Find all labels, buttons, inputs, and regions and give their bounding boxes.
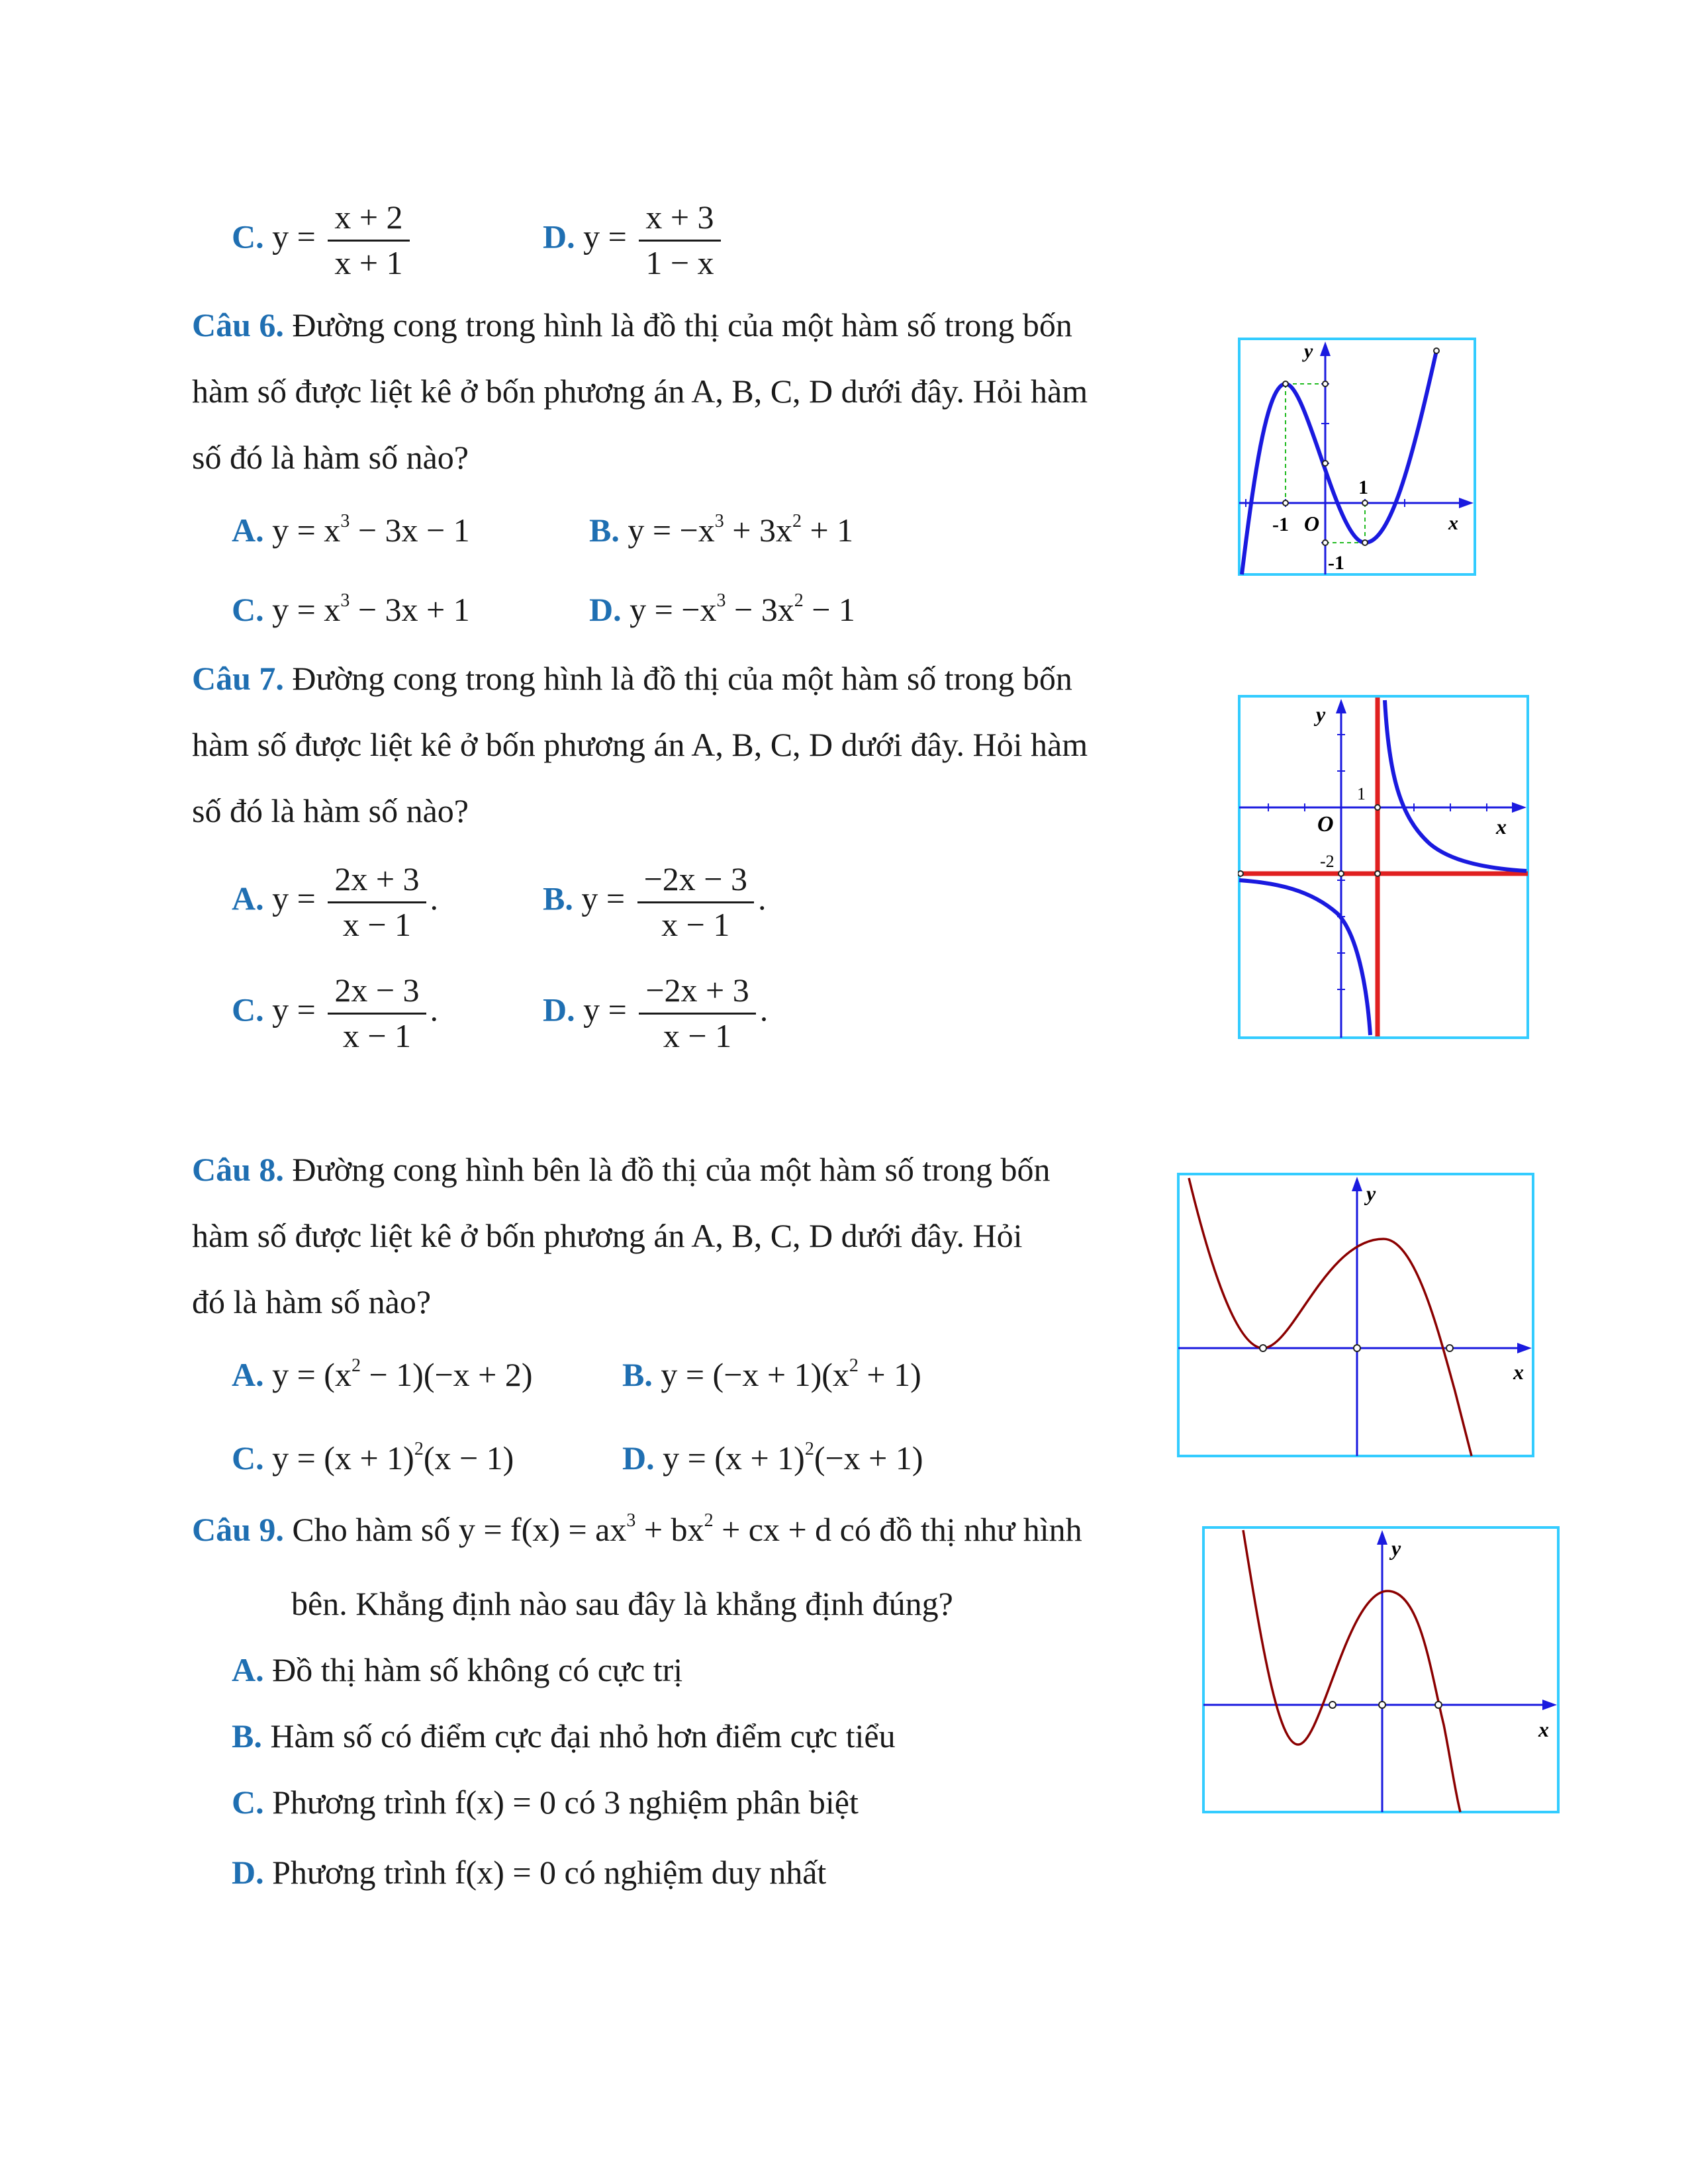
option-label: A.	[232, 512, 264, 549]
tick-label-1: 1	[1358, 477, 1368, 498]
q9-option-c	[232, 1783, 859, 1821]
x-axis-arrow-icon	[1459, 498, 1474, 508]
period: .	[430, 991, 439, 1028]
option-lhs: y =	[583, 991, 627, 1028]
q6-graph	[1238, 338, 1476, 576]
option-label: B.	[622, 1356, 653, 1393]
exponent: 2	[704, 1510, 714, 1531]
exponent: 3	[626, 1510, 636, 1531]
option-label: D.	[622, 1439, 655, 1477]
option-expr-rest: − 3x + 1	[350, 591, 470, 628]
x-axis-label: x	[1538, 1717, 1549, 1741]
option-expr-rest: (−x + 1)	[814, 1439, 923, 1477]
option-lhs: y =	[272, 218, 316, 255]
option-expr-mid: + 3x	[724, 512, 792, 549]
q8-stem-line-1	[192, 1150, 1050, 1189]
option-expr-rest: − 3x − 1	[350, 512, 470, 549]
q7-stem-line-1	[192, 659, 1072, 698]
option-label: C.	[232, 218, 264, 255]
fraction	[328, 199, 409, 282]
q8-option-c	[232, 1439, 514, 1477]
option-expr: y = −x	[628, 512, 715, 549]
fraction	[637, 860, 754, 944]
numerator: −2x − 3	[637, 860, 754, 903]
q6-option-d	[589, 590, 855, 629]
numerator: 2x − 3	[328, 972, 426, 1015]
option-text: Phương trình f(x) = 0 có nghiệm duy nhất	[263, 1854, 827, 1891]
denominator: x − 1	[663, 1017, 732, 1054]
hyperbola-left-branch	[1239, 880, 1370, 1035]
option-label: A.	[232, 1356, 264, 1393]
option-expr: y = x	[272, 512, 341, 549]
origin-label: O	[1304, 512, 1320, 535]
option-expr: y = (x	[263, 1356, 352, 1393]
exponent: 3	[714, 511, 724, 531]
option-expr: y = (x + 1)	[654, 1439, 805, 1477]
option-text: Đồ thị hàm số không có cực trị	[263, 1651, 683, 1688]
exponent: 3	[340, 511, 350, 531]
q8-stem-line-2: hàm số được liệt kê ở bốn phương án A, B, C, D dưới đây. Hỏi	[192, 1217, 1023, 1254]
q8-stem-line-3: đó là hàm số nào?	[192, 1283, 432, 1320]
option-expr-rest: − 1	[803, 591, 855, 628]
numerator: x + 2	[328, 199, 409, 242]
option-expr: y = x	[272, 591, 341, 628]
exponent: 2	[351, 1355, 361, 1376]
option-label: C.	[232, 1439, 264, 1477]
tick-label-y-minus-1: -1	[1328, 552, 1344, 574]
fraction	[639, 199, 720, 282]
option-label: C.	[232, 991, 264, 1028]
option-expr-rest: (x − 1)	[423, 1439, 514, 1477]
option-expr: y = (−x + 1)(x	[652, 1356, 849, 1393]
question-text: Đường cong trong hình là đồ thị của một hàm số trong bốn	[283, 306, 1072, 343]
tick-label-minus-1: -1	[1272, 514, 1289, 535]
option-label: D.	[589, 591, 622, 628]
denominator: x + 1	[334, 244, 403, 281]
function-curve	[1189, 1178, 1472, 1456]
function-curve	[1243, 1530, 1460, 1812]
q8-option-b	[622, 1355, 921, 1394]
x-axis-label: x	[1448, 512, 1458, 534]
period: .	[430, 880, 439, 917]
q6-stem-line-2: hàm số được liệt kê ở bốn phương án A, B, C, D dưới đây. Hỏi hàm	[192, 373, 1088, 410]
question-text-mid: + bx	[635, 1511, 704, 1548]
option-label: B.	[232, 1717, 262, 1754]
tick-label-1: 1	[1357, 784, 1366, 803]
option-label: D.	[543, 991, 575, 1028]
question-label: Câu 8.	[192, 1151, 284, 1188]
option-expr: y = (x + 1)	[263, 1439, 414, 1477]
exponent: 3	[716, 590, 726, 611]
option-lhs: y =	[272, 880, 316, 917]
exponent: 2	[849, 1355, 859, 1376]
option-expr-rest: − 1)(−x + 2)	[360, 1356, 533, 1393]
x-axis-label: x	[1496, 815, 1507, 839]
exponent: 2	[794, 590, 804, 611]
option-expr-mid: − 3x	[726, 591, 794, 628]
q7-option-c	[232, 972, 438, 1055]
option-label: B.	[543, 880, 573, 917]
option-lhs: y =	[581, 880, 626, 917]
denominator: x − 1	[661, 905, 730, 943]
question-text-end: + cx + d có đồ thị như hình	[713, 1511, 1082, 1548]
q9-stem-line-2: bên. Khẳng định nào sau đây là khẳng định đúng?	[291, 1585, 953, 1622]
option-text: Hàm số có điểm cực đại nhỏ hơn điểm cực tiểu	[261, 1717, 896, 1754]
option-label: C.	[232, 591, 264, 628]
option-lhs: y =	[583, 218, 627, 255]
q8-option-a	[232, 1355, 533, 1394]
question-text: Đường cong trong hình là đồ thị của một hàm số trong bốn	[283, 660, 1072, 697]
q9-option-a	[232, 1651, 682, 1689]
option-expr-rest: + 1)	[858, 1356, 921, 1393]
q7-option-b	[543, 860, 766, 944]
tick-label-minus-2: -2	[1320, 852, 1335, 871]
q7-stem-line-2: hàm số được liệt kê ở bốn phương án A, B, C, D dưới đây. Hỏi hàm	[192, 726, 1088, 763]
q7-option-a	[232, 860, 438, 944]
numerator: −2x + 3	[639, 972, 755, 1015]
q6-stem-line-1	[192, 306, 1072, 344]
y-axis-label: y	[1316, 702, 1326, 726]
exponent: 2	[414, 1439, 424, 1459]
y-axis-arrow-icon	[1352, 1177, 1362, 1191]
q9-stem-line-1	[192, 1510, 1082, 1549]
x-axis-label: x	[1513, 1360, 1524, 1384]
q6-stem-line-3: số đó là hàm số nào?	[192, 439, 469, 476]
exponent: 2	[804, 1439, 814, 1459]
q8-graph	[1177, 1173, 1534, 1457]
question-label: Câu 7.	[192, 660, 284, 697]
y-axis-arrow-icon	[1377, 1530, 1387, 1545]
y-axis-label: y	[1304, 340, 1313, 362]
question-text: Cho hàm số y = f(x) = ax	[283, 1511, 627, 1548]
numerator: x + 3	[639, 199, 720, 242]
q9-option-b	[232, 1717, 896, 1755]
denominator: 1 − x	[645, 244, 714, 281]
option-label: A.	[232, 880, 264, 917]
option-label: C.	[232, 1784, 264, 1821]
cubic-curve	[1242, 351, 1436, 574]
period: .	[759, 991, 769, 1028]
graph-frame	[1203, 1527, 1558, 1812]
y-axis-label: y	[1391, 1536, 1401, 1560]
option-expr-rest: + 1	[801, 512, 854, 549]
q9-graph	[1202, 1526, 1560, 1813]
fraction	[328, 860, 426, 944]
numerator: 2x + 3	[328, 860, 426, 903]
fraction	[328, 972, 426, 1055]
q7-stem-line-3: số đó là hàm số nào?	[192, 792, 469, 829]
option-label: D.	[543, 218, 575, 255]
period: .	[757, 880, 767, 917]
question-text: Đường cong hình bên là đồ thị của một hàm số trong bốn	[283, 1151, 1051, 1188]
question-label: Câu 6.	[192, 306, 284, 343]
q6-option-c	[232, 590, 470, 629]
q6-option-b	[589, 511, 853, 549]
y-axis-label: y	[1366, 1181, 1376, 1205]
option-lhs: y =	[272, 991, 316, 1028]
denominator: x − 1	[342, 1017, 412, 1054]
hyperbola-right-branch	[1385, 700, 1526, 871]
q5-option-d	[543, 199, 725, 282]
question-label: Câu 9.	[192, 1511, 284, 1548]
q9-option-d	[232, 1853, 826, 1891]
q7-graph	[1238, 695, 1529, 1039]
fraction	[639, 972, 755, 1055]
y-axis-arrow-icon	[1336, 699, 1346, 713]
q6-option-a	[232, 511, 470, 549]
y-axis-arrow-icon	[1320, 341, 1331, 356]
q8-option-d	[622, 1439, 923, 1477]
x-axis-arrow-icon	[1517, 1343, 1532, 1353]
option-label: D.	[232, 1854, 264, 1891]
option-label: A.	[232, 1651, 264, 1688]
q7-option-d	[543, 972, 768, 1055]
option-expr: y = −x	[630, 591, 717, 628]
option-label: B.	[589, 512, 620, 549]
origin-label: O	[1317, 812, 1334, 837]
denominator: x − 1	[342, 905, 412, 943]
option-text: Phương trình f(x) = 0 có 3 nghiệm phân biệt	[263, 1784, 859, 1821]
x-axis-arrow-icon	[1542, 1700, 1557, 1710]
exponent: 2	[792, 511, 802, 531]
x-axis-arrow-icon	[1512, 802, 1526, 813]
exponent: 3	[340, 590, 350, 611]
q5-option-c	[232, 199, 414, 282]
